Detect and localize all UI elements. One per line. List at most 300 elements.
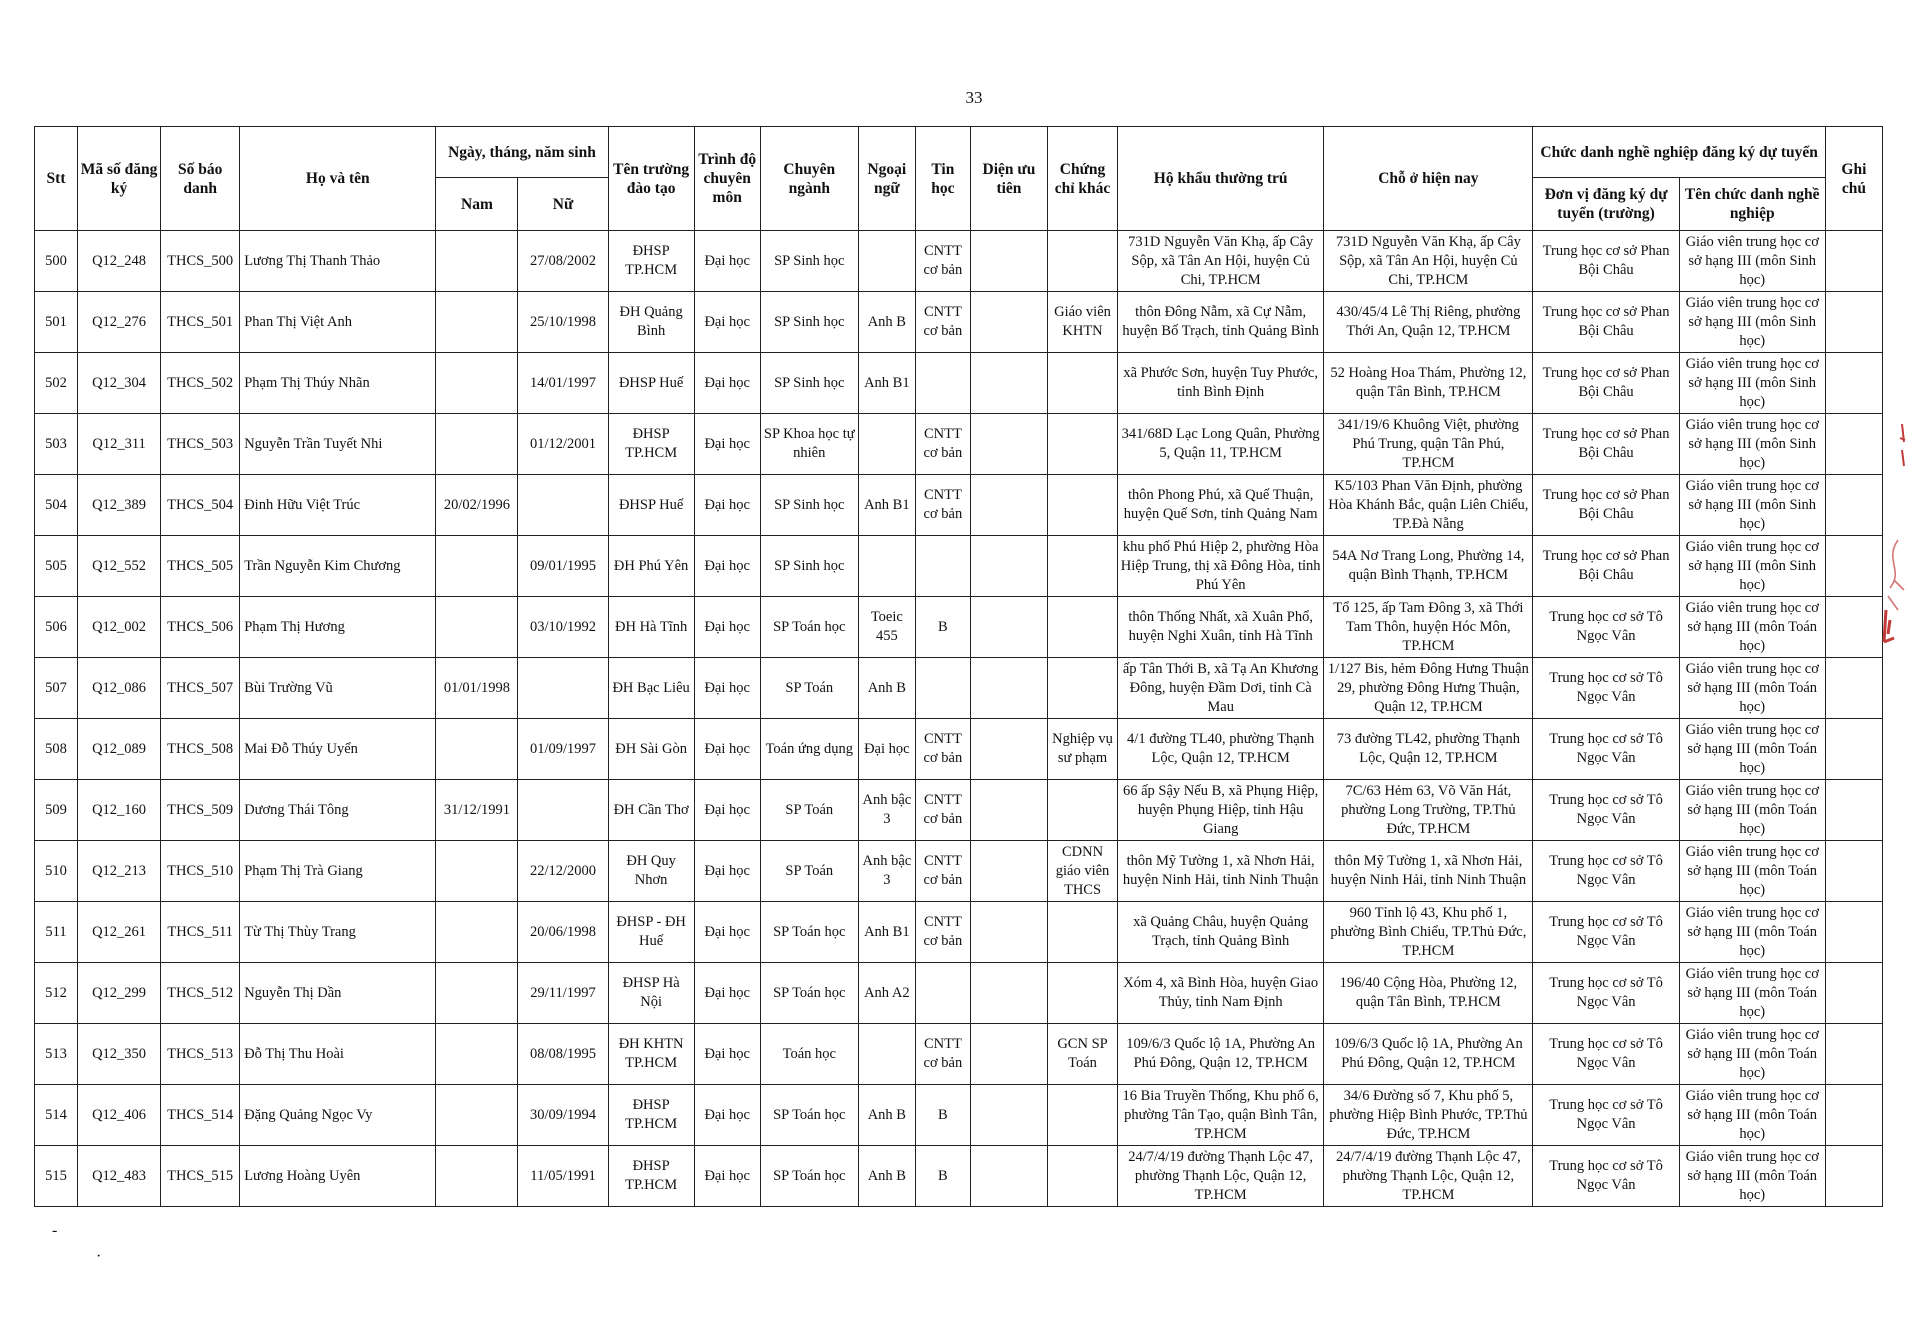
cell-ma-so: Q12_406 xyxy=(78,1085,161,1146)
cell-ho-ten: Từ Thị Thùy Trang xyxy=(240,902,436,963)
cell-cho-o: 54A Nơ Trang Long, Phường 14, quận Bình Thạnh, TP.HCM xyxy=(1324,536,1533,597)
cell-ghi-chu xyxy=(1825,231,1882,292)
cell-ho-ten: Mai Đỗ Thúy Uyển xyxy=(240,719,436,780)
cell-chuyen-nganh: SP Toán học xyxy=(760,597,858,658)
cell-chuc-danh: Giáo viên trung học cơ sở hạng III (môn Sinh học) xyxy=(1679,231,1825,292)
cell-ngoai-ngu xyxy=(858,1024,915,1085)
cell-trinh-do: Đại học xyxy=(694,658,760,719)
cell-ngoai-ngu: Anh A2 xyxy=(858,963,915,1024)
cell-ho-ten: Phạm Thị Trà Giang xyxy=(240,841,436,902)
cell-dien-uu-tien xyxy=(970,841,1047,902)
cell-so-bao-danh: THCS_505 xyxy=(161,536,240,597)
cell-ma-so: Q12_213 xyxy=(78,841,161,902)
cell-don-vi: Trung học cơ sở Tô Ngọc Vân xyxy=(1533,1085,1679,1146)
candidate-table xyxy=(34,126,1883,1207)
header-ghi-chu: Ghi chú xyxy=(1825,127,1882,231)
cell-cho-o: 196/40 Cộng Hòa, Phường 12, quận Tân Bình, TP.HCM xyxy=(1324,963,1533,1024)
cell-tin-hoc xyxy=(915,658,970,719)
cell-ma-so: Q12_261 xyxy=(78,902,161,963)
cell-tin-hoc: CNTT cơ bản xyxy=(915,719,970,780)
cell-dien-uu-tien xyxy=(970,353,1047,414)
cell-cho-o: 7C/63 Hẻm 63, Võ Văn Hát, phường Long Trường, TP.Thủ Đức, TP.HCM xyxy=(1324,780,1533,841)
cell-nam xyxy=(436,414,518,475)
cell-chung-chi xyxy=(1047,231,1117,292)
header-don-vi: Đơn vị đăng ký dự tuyển (trường) xyxy=(1533,178,1679,231)
cell-stt: 500 xyxy=(35,231,78,292)
cell-trinh-do: Đại học xyxy=(694,231,760,292)
header-stt: Stt xyxy=(35,127,78,231)
cell-ma-so: Q12_483 xyxy=(78,1146,161,1207)
cell-chuc-danh: Giáo viên trung học cơ sở hạng III (môn Toán học) xyxy=(1679,1146,1825,1207)
cell-chuc-danh: Giáo viên trung học cơ sở hạng III (môn Toán học) xyxy=(1679,963,1825,1024)
cell-stt: 513 xyxy=(35,1024,78,1085)
cell-trinh-do: Đại học xyxy=(694,1146,760,1207)
cell-cho-o: 731D Nguyễn Văn Khạ, ấp Cây Sộp, xã Tân An Hội, huyện Củ Chi, TP.HCM xyxy=(1324,231,1533,292)
cell-so-bao-danh: THCS_515 xyxy=(161,1146,240,1207)
cell-nu: 14/01/1997 xyxy=(518,353,608,414)
cell-chuyen-nganh: SP Toán học xyxy=(760,1146,858,1207)
header-dien-uu-tien: Diện ưu tiên xyxy=(970,127,1047,231)
cell-truong: ĐHSP TP.HCM xyxy=(608,231,694,292)
cell-truong: ĐH Quảng Bình xyxy=(608,292,694,353)
cell-chuyen-nganh: SP Sinh học xyxy=(760,536,858,597)
cell-cho-o: K5/103 Phan Văn Định, phường Hòa Khánh Bắc, quận Liên Chiểu, TP.Đà Nẵng xyxy=(1324,475,1533,536)
cell-nu: 20/06/1998 xyxy=(518,902,608,963)
cell-chuyen-nganh: SP Sinh học xyxy=(760,475,858,536)
cell-dien-uu-tien xyxy=(970,902,1047,963)
page-number: 33 xyxy=(965,88,983,107)
cell-chung-chi xyxy=(1047,536,1117,597)
cell-chuc-danh: Giáo viên trung học cơ sở hạng III (môn Toán học) xyxy=(1679,902,1825,963)
cell-trinh-do: Đại học xyxy=(694,475,760,536)
cell-chung-chi: Nghiệp vụ sư phạm xyxy=(1047,719,1117,780)
table-row xyxy=(35,1146,1883,1207)
table-row xyxy=(35,658,1883,719)
table-row xyxy=(35,1024,1883,1085)
cell-stt: 506 xyxy=(35,597,78,658)
header-ho-khau: Hộ khẩu thường trú xyxy=(1118,127,1324,231)
cell-don-vi: Trung học cơ sở Tô Ngọc Vân xyxy=(1533,963,1679,1024)
cell-chuyen-nganh: Toán học xyxy=(760,1024,858,1085)
cell-don-vi: Trung học cơ sở Tô Ngọc Vân xyxy=(1533,719,1679,780)
cell-nu: 29/11/1997 xyxy=(518,963,608,1024)
cell-ghi-chu xyxy=(1825,536,1882,597)
cell-trinh-do: Đại học xyxy=(694,1024,760,1085)
cell-ngoai-ngu: Đại học xyxy=(858,719,915,780)
cell-truong: ĐHSP TP.HCM xyxy=(608,414,694,475)
cell-don-vi: Trung học cơ sở Tô Ngọc Vân xyxy=(1533,780,1679,841)
cell-chung-chi xyxy=(1047,658,1117,719)
cell-don-vi: Trung học cơ sở Tô Ngọc Vân xyxy=(1533,597,1679,658)
cell-ghi-chu xyxy=(1825,414,1882,475)
cell-trinh-do: Đại học xyxy=(694,780,760,841)
cell-tin-hoc: CNTT cơ bản xyxy=(915,841,970,902)
cell-nam xyxy=(436,841,518,902)
cell-so-bao-danh: THCS_511 xyxy=(161,902,240,963)
cell-nu: 11/05/1991 xyxy=(518,1146,608,1207)
header-trinh-do: Trình độ chuyên môn xyxy=(694,127,760,231)
cell-nu xyxy=(518,780,608,841)
cell-tin-hoc xyxy=(915,353,970,414)
cell-ngoai-ngu: Anh B1 xyxy=(858,353,915,414)
cell-dien-uu-tien xyxy=(970,719,1047,780)
cell-ho-khau: xã Quảng Châu, huyện Quảng Trạch, tỉnh Quảng Bình xyxy=(1118,902,1324,963)
cell-cho-o: thôn Mỹ Tường 1, xã Nhơn Hải, huyện Ninh Hải, tỉnh Ninh Thuận xyxy=(1324,841,1533,902)
cell-truong: ĐHSP Huế xyxy=(608,353,694,414)
table-row xyxy=(35,292,1883,353)
table-row xyxy=(35,1085,1883,1146)
cell-cho-o: 1/127 Bis, hẻm Đông Hưng Thuận 29, phường Đông Hưng Thuận, Quận 12, TP.HCM xyxy=(1324,658,1533,719)
cell-chuc-danh: Giáo viên trung học cơ sở hạng III (môn Toán học) xyxy=(1679,1085,1825,1146)
cell-tin-hoc: CNTT cơ bản xyxy=(915,1024,970,1085)
cell-chuyen-nganh: SP Toán xyxy=(760,658,858,719)
cell-nam xyxy=(436,963,518,1024)
cell-cho-o: 430/45/4 Lê Thị Riêng, phường Thới An, Quận 12, TP.HCM xyxy=(1324,292,1533,353)
header-ngoai-ngu: Ngoại ngữ xyxy=(858,127,915,231)
cell-ghi-chu xyxy=(1825,292,1882,353)
cell-so-bao-danh: THCS_509 xyxy=(161,780,240,841)
cell-trinh-do: Đại học xyxy=(694,902,760,963)
table-row xyxy=(35,719,1883,780)
cell-nu xyxy=(518,475,608,536)
table-header xyxy=(35,127,1883,231)
header-chuc-danh: Chức danh nghề nghiệp đăng ký dự tuyển xyxy=(1533,127,1825,178)
cell-nam xyxy=(436,292,518,353)
footer-dot: · xyxy=(96,1248,102,1265)
cell-ghi-chu xyxy=(1825,658,1882,719)
cell-chung-chi xyxy=(1047,780,1117,841)
cell-ngoai-ngu: Anh B xyxy=(858,1146,915,1207)
cell-chung-chi xyxy=(1047,353,1117,414)
cell-ho-khau: 16 Bia Truyền Thống, Khu phố 6, phường Tân Tạo, quận Bình Tân, TP.HCM xyxy=(1118,1085,1324,1146)
cell-chung-chi xyxy=(1047,475,1117,536)
cell-chuc-danh: Giáo viên trung học cơ sở hạng III (môn Sinh học) xyxy=(1679,292,1825,353)
cell-ho-khau: 731D Nguyễn Văn Khạ, ấp Cây Sộp, xã Tân An Hội, huyện Củ Chi, TP.HCM xyxy=(1118,231,1324,292)
cell-tin-hoc: B xyxy=(915,1085,970,1146)
cell-chuc-danh: Giáo viên trung học cơ sở hạng III (môn Sinh học) xyxy=(1679,414,1825,475)
cell-don-vi: Trung học cơ sở Phan Bội Châu xyxy=(1533,353,1679,414)
cell-truong: ĐH Hà Tĩnh xyxy=(608,597,694,658)
cell-chuyen-nganh: SP Toán học xyxy=(760,1085,858,1146)
cell-ho-khau: thôn Phong Phú, xã Quế Thuận, huyện Quế Sơn, tỉnh Quảng Nam xyxy=(1118,475,1324,536)
cell-ngoai-ngu: Anh bậc 3 xyxy=(858,841,915,902)
cell-tin-hoc xyxy=(915,536,970,597)
header-ten-chuc-danh: Tên chức danh nghề nghiệp xyxy=(1679,178,1825,231)
cell-nu: 01/09/1997 xyxy=(518,719,608,780)
cell-trinh-do: Đại học xyxy=(694,292,760,353)
header-so-bao-danh: Số báo danh xyxy=(161,127,240,231)
cell-nu: 08/08/1995 xyxy=(518,1024,608,1085)
cell-cho-o: 73 đường TL42, phường Thạnh Lộc, Quận 12, TP.HCM xyxy=(1324,719,1533,780)
cell-ho-ten: Phạm Thị Thúy Nhãn xyxy=(240,353,436,414)
cell-nu: 30/09/1994 xyxy=(518,1085,608,1146)
cell-chung-chi xyxy=(1047,1146,1117,1207)
cell-truong: ĐHSP TP.HCM xyxy=(608,1085,694,1146)
cell-ngoai-ngu xyxy=(858,231,915,292)
cell-don-vi: Trung học cơ sở Phan Bội Châu xyxy=(1533,536,1679,597)
cell-chung-chi xyxy=(1047,414,1117,475)
header-ho-ten: Họ và tên xyxy=(240,127,436,231)
cell-ghi-chu xyxy=(1825,597,1882,658)
cell-stt: 504 xyxy=(35,475,78,536)
header-chuyen-nganh: Chuyên ngành xyxy=(760,127,858,231)
cell-trinh-do: Đại học xyxy=(694,536,760,597)
cell-ngoai-ngu xyxy=(858,536,915,597)
cell-ho-khau: thôn Thống Nhất, xã Xuân Phổ, huyện Nghi Xuân, tỉnh Hà Tĩnh xyxy=(1118,597,1324,658)
cell-ma-so: Q12_002 xyxy=(78,597,161,658)
cell-so-bao-danh: THCS_507 xyxy=(161,658,240,719)
cell-stt: 503 xyxy=(35,414,78,475)
cell-cho-o: 24/7/4/19 đường Thạnh Lộc 47, phường Thạnh Lộc, Quận 12, TP.HCM xyxy=(1324,1146,1533,1207)
cell-ho-ten: Phạm Thị Hương xyxy=(240,597,436,658)
cell-tin-hoc: CNTT cơ bản xyxy=(915,414,970,475)
table-row xyxy=(35,231,1883,292)
cell-chung-chi xyxy=(1047,1085,1117,1146)
cell-chuyen-nganh: SP Toán xyxy=(760,780,858,841)
cell-nam xyxy=(436,1146,518,1207)
cell-don-vi: Trung học cơ sở Phan Bội Châu xyxy=(1533,231,1679,292)
cell-ma-so: Q12_086 xyxy=(78,658,161,719)
cell-nam xyxy=(436,353,518,414)
cell-don-vi: Trung học cơ sở Tô Ngọc Vân xyxy=(1533,1146,1679,1207)
cell-chuc-danh: Giáo viên trung học cơ sở hạng III (môn Toán học) xyxy=(1679,658,1825,719)
cell-chung-chi: GCN SP Toán xyxy=(1047,1024,1117,1085)
cell-chuc-danh: Giáo viên trung học cơ sở hạng III (môn Toán học) xyxy=(1679,780,1825,841)
cell-don-vi: Trung học cơ sở Phan Bội Châu xyxy=(1533,475,1679,536)
table-row xyxy=(35,597,1883,658)
cell-ho-ten: Trần Nguyễn Kim Chương xyxy=(240,536,436,597)
cell-truong: ĐHSP Huế xyxy=(608,475,694,536)
cell-tin-hoc: CNTT cơ bản xyxy=(915,902,970,963)
cell-ngoai-ngu: Anh B xyxy=(858,292,915,353)
cell-dien-uu-tien xyxy=(970,475,1047,536)
cell-so-bao-danh: THCS_502 xyxy=(161,353,240,414)
cell-nu: 03/10/1992 xyxy=(518,597,608,658)
cell-nam xyxy=(436,231,518,292)
footer-dash: - xyxy=(52,1222,58,1239)
cell-ho-khau: thôn Đông Nẫm, xã Cự Nẫm, huyện Bố Trạch, tỉnh Quảng Bình xyxy=(1118,292,1324,353)
cell-so-bao-danh: THCS_513 xyxy=(161,1024,240,1085)
cell-ho-khau: khu phố Phú Hiệp 2, phường Hòa Hiệp Trung, thị xã Đông Hòa, tỉnh Phú Yên xyxy=(1118,536,1324,597)
cell-truong: ĐH Sài Gòn xyxy=(608,719,694,780)
cell-ma-so: Q12_311 xyxy=(78,414,161,475)
cell-ho-khau: 109/6/3 Quốc lộ 1A, Phường An Phú Đông, Quận 12, TP.HCM xyxy=(1118,1024,1324,1085)
cell-ma-so: Q12_299 xyxy=(78,963,161,1024)
cell-chung-chi: Giáo viên KHTN xyxy=(1047,292,1117,353)
cell-dien-uu-tien xyxy=(970,1085,1047,1146)
cell-ghi-chu xyxy=(1825,902,1882,963)
candidate-table-wrapper xyxy=(34,126,1883,1207)
cell-chung-chi xyxy=(1047,597,1117,658)
cell-stt: 509 xyxy=(35,780,78,841)
cell-ho-khau: 66 ấp Sậy Nếu B, xã Phụng Hiệp, huyện Phụng Hiệp, tỉnh Hậu Giang xyxy=(1118,780,1324,841)
cell-dien-uu-tien xyxy=(970,1024,1047,1085)
table-body xyxy=(35,231,1883,1207)
cell-trinh-do: Đại học xyxy=(694,963,760,1024)
cell-ghi-chu xyxy=(1825,719,1882,780)
cell-chuyen-nganh: SP Toán học xyxy=(760,902,858,963)
cell-chuyen-nganh: SP Khoa học tự nhiên xyxy=(760,414,858,475)
cell-tin-hoc: B xyxy=(915,1146,970,1207)
cell-so-bao-danh: THCS_504 xyxy=(161,475,240,536)
cell-tin-hoc: CNTT cơ bản xyxy=(915,231,970,292)
cell-chung-chi xyxy=(1047,963,1117,1024)
cell-ho-khau: 4/1 đường TL40, phường Thạnh Lộc, Quận 12, TP.HCM xyxy=(1118,719,1324,780)
cell-ngoai-ngu: Anh B1 xyxy=(858,902,915,963)
cell-ma-so: Q12_350 xyxy=(78,1024,161,1085)
cell-ho-ten: Dương Thái Tông xyxy=(240,780,436,841)
table-row xyxy=(35,780,1883,841)
table-row xyxy=(35,841,1883,902)
header-tin-hoc: Tin học xyxy=(915,127,970,231)
cell-ghi-chu xyxy=(1825,841,1882,902)
cell-chuc-danh: Giáo viên trung học cơ sở hạng III (môn Toán học) xyxy=(1679,719,1825,780)
cell-nu: 25/10/1998 xyxy=(518,292,608,353)
cell-nam xyxy=(436,597,518,658)
cell-chuyen-nganh: SP Sinh học xyxy=(760,353,858,414)
cell-dien-uu-tien xyxy=(970,780,1047,841)
cell-tin-hoc xyxy=(915,963,970,1024)
cell-trinh-do: Đại học xyxy=(694,353,760,414)
cell-cho-o: 960 Tỉnh lộ 43, Khu phố 1, phường Bình Chiểu, TP.Thủ Đức, TP.HCM xyxy=(1324,902,1533,963)
cell-cho-o: 34/6 Đường số 7, Khu phố 5, phường Hiệp Bình Phước, TP.Thủ Đức, TP.HCM xyxy=(1324,1085,1533,1146)
cell-ho-khau: Xóm 4, xã Bình Hòa, huyện Giao Thủy, tỉnh Nam Định xyxy=(1118,963,1324,1024)
cell-truong: ĐH Bạc Liêu xyxy=(608,658,694,719)
cell-chuc-danh: Giáo viên trung học cơ sở hạng III (môn Sinh học) xyxy=(1679,475,1825,536)
cell-don-vi: Trung học cơ sở Tô Ngọc Vân xyxy=(1533,1024,1679,1085)
cell-ghi-chu xyxy=(1825,1146,1882,1207)
cell-chuyen-nganh: SP Toán học xyxy=(760,963,858,1024)
cell-ma-so: Q12_304 xyxy=(78,353,161,414)
cell-ho-ten: Đinh Hữu Việt Trúc xyxy=(240,475,436,536)
cell-ma-so: Q12_248 xyxy=(78,231,161,292)
cell-truong: ĐHSP - ĐH Huế xyxy=(608,902,694,963)
cell-stt: 511 xyxy=(35,902,78,963)
cell-truong: ĐHSP TP.HCM xyxy=(608,1146,694,1207)
cell-tin-hoc: CNTT cơ bản xyxy=(915,475,970,536)
cell-ho-ten: Đỗ Thị Thu Hoài xyxy=(240,1024,436,1085)
cell-chuc-danh: Giáo viên trung học cơ sở hạng III (môn Sinh học) xyxy=(1679,536,1825,597)
cell-nam: 20/02/1996 xyxy=(436,475,518,536)
cell-chuc-danh: Giáo viên trung học cơ sở hạng III (môn Toán học) xyxy=(1679,597,1825,658)
cell-ho-ten: Nguyễn Thị Dần xyxy=(240,963,436,1024)
cell-so-bao-danh: THCS_510 xyxy=(161,841,240,902)
header-ma-so: Mã số đăng ký xyxy=(78,127,161,231)
cell-chung-chi: CDNN giáo viên THCS xyxy=(1047,841,1117,902)
cell-trinh-do: Đại học xyxy=(694,597,760,658)
cell-nam: 31/12/1991 xyxy=(436,780,518,841)
cell-nu xyxy=(518,658,608,719)
cell-so-bao-danh: THCS_514 xyxy=(161,1085,240,1146)
cell-ma-so: Q12_552 xyxy=(78,536,161,597)
cell-stt: 502 xyxy=(35,353,78,414)
cell-ghi-chu xyxy=(1825,963,1882,1024)
cell-truong: ĐH KHTN TP.HCM xyxy=(608,1024,694,1085)
cell-nam xyxy=(436,902,518,963)
cell-ma-so: Q12_389 xyxy=(78,475,161,536)
cell-tin-hoc: CNTT cơ bản xyxy=(915,780,970,841)
cell-so-bao-danh: THCS_503 xyxy=(161,414,240,475)
cell-nam xyxy=(436,1085,518,1146)
cell-trinh-do: Đại học xyxy=(694,719,760,780)
table-row xyxy=(35,414,1883,475)
cell-ghi-chu xyxy=(1825,1085,1882,1146)
cell-so-bao-danh: THCS_506 xyxy=(161,597,240,658)
cell-chuc-danh: Giáo viên trung học cơ sở hạng III (môn Toán học) xyxy=(1679,1024,1825,1085)
cell-truong: ĐH Quy Nhơn xyxy=(608,841,694,902)
cell-ho-ten: Bùi Trường Vũ xyxy=(240,658,436,719)
header-cho-o: Chỗ ở hiện nay xyxy=(1324,127,1533,231)
cell-nu: 27/08/2002 xyxy=(518,231,608,292)
cell-ma-so: Q12_160 xyxy=(78,780,161,841)
cell-ghi-chu xyxy=(1825,353,1882,414)
cell-dien-uu-tien xyxy=(970,414,1047,475)
table-row xyxy=(35,902,1883,963)
cell-dien-uu-tien xyxy=(970,963,1047,1024)
cell-cho-o: 109/6/3 Quốc lộ 1A, Phường An Phú Đông, Quận 12, TP.HCM xyxy=(1324,1024,1533,1085)
cell-nam: 01/01/1998 xyxy=(436,658,518,719)
cell-ngoai-ngu xyxy=(858,414,915,475)
cell-stt: 507 xyxy=(35,658,78,719)
cell-nam xyxy=(436,536,518,597)
cell-don-vi: Trung học cơ sở Phan Bội Châu xyxy=(1533,414,1679,475)
cell-stt: 508 xyxy=(35,719,78,780)
cell-cho-o: Tổ 125, ấp Tam Đông 3, xã Thới Tam Thôn, huyện Hóc Môn, TP.HCM xyxy=(1324,597,1533,658)
cell-chuc-danh: Giáo viên trung học cơ sở hạng III (môn Toán học) xyxy=(1679,841,1825,902)
cell-so-bao-danh: THCS_508 xyxy=(161,719,240,780)
cell-ho-khau: ấp Tân Thới B, xã Tạ An Khương Đông, huyện Đầm Dơi, tỉnh Cà Mau xyxy=(1118,658,1324,719)
cell-ho-ten: Nguyễn Trần Tuyết Nhi xyxy=(240,414,436,475)
cell-stt: 501 xyxy=(35,292,78,353)
cell-chuyen-nganh: SP Toán xyxy=(760,841,858,902)
cell-ho-ten: Lương Thị Thanh Thảo xyxy=(240,231,436,292)
cell-ho-ten: Lương Hoàng Uyên xyxy=(240,1146,436,1207)
cell-ngoai-ngu: Anh B xyxy=(858,1085,915,1146)
cell-stt: 512 xyxy=(35,963,78,1024)
cell-tin-hoc: B xyxy=(915,597,970,658)
cell-ghi-chu xyxy=(1825,780,1882,841)
cell-dien-uu-tien xyxy=(970,292,1047,353)
cell-ho-ten: Phan Thị Việt Anh xyxy=(240,292,436,353)
cell-ho-khau: 341/68D Lạc Long Quân, Phường 5, Quận 11, TP.HCM xyxy=(1118,414,1324,475)
cell-trinh-do: Đại học xyxy=(694,841,760,902)
cell-ngoai-ngu: Anh B xyxy=(858,658,915,719)
cell-chuyen-nganh: SP Sinh học xyxy=(760,231,858,292)
table-row xyxy=(35,536,1883,597)
cell-stt: 510 xyxy=(35,841,78,902)
cell-ngoai-ngu: Anh B1 xyxy=(858,475,915,536)
cell-don-vi: Trung học cơ sở Tô Ngọc Vân xyxy=(1533,841,1679,902)
cell-chung-chi xyxy=(1047,902,1117,963)
cell-nam xyxy=(436,1024,518,1085)
header-ngay-sinh: Ngày, tháng, năm sinh xyxy=(436,127,608,178)
cell-ghi-chu xyxy=(1825,1024,1882,1085)
header-nam: Nam xyxy=(436,178,518,231)
cell-dien-uu-tien xyxy=(970,536,1047,597)
cell-cho-o: 341/19/6 Khuông Việt, phường Phú Trung, quận Tân Phú, TP.HCM xyxy=(1324,414,1533,475)
cell-nu: 01/12/2001 xyxy=(518,414,608,475)
cell-dien-uu-tien xyxy=(970,1146,1047,1207)
cell-trinh-do: Đại học xyxy=(694,1085,760,1146)
cell-so-bao-danh: THCS_501 xyxy=(161,292,240,353)
cell-ho-khau: thôn Mỹ Tường 1, xã Nhơn Hải, huyện Ninh Hải, tỉnh Ninh Thuận xyxy=(1118,841,1324,902)
cell-ho-khau: 24/7/4/19 đường Thạnh Lộc 47, phường Thạnh Lộc, Quận 12, TP.HCM xyxy=(1118,1146,1324,1207)
cell-don-vi: Trung học cơ sở Tô Ngọc Vân xyxy=(1533,902,1679,963)
table-row xyxy=(35,475,1883,536)
cell-ngoai-ngu: Toeic 455 xyxy=(858,597,915,658)
table-row xyxy=(35,353,1883,414)
cell-ho-ten: Đặng Quảng Ngọc Vy xyxy=(240,1085,436,1146)
